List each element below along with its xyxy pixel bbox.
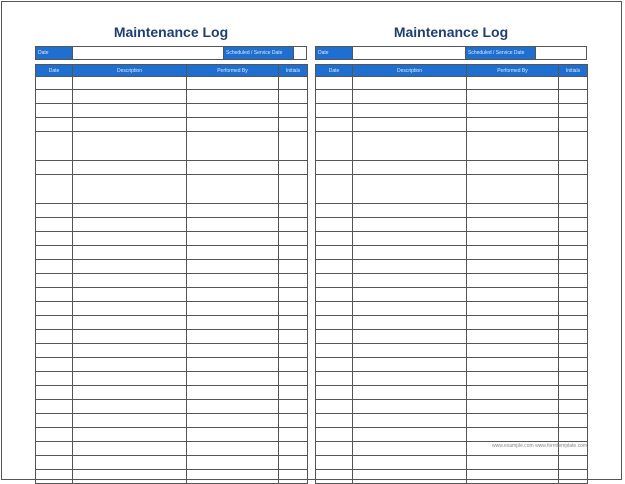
schedule-label: Scheduled / Service Date (223, 46, 294, 60)
table-row (36, 358, 308, 372)
table-row (316, 218, 588, 232)
cell-initials[interactable] (559, 344, 588, 358)
table-header (316, 65, 588, 77)
cell-description[interactable] (353, 414, 467, 428)
cell-date[interactable] (36, 414, 73, 428)
cell-performed-by[interactable] (187, 316, 279, 330)
cell-initials[interactable] (279, 470, 308, 484)
cell-date[interactable] (36, 302, 73, 316)
cell-initials[interactable] (559, 302, 588, 316)
cell-date[interactable] (316, 302, 353, 316)
table-row (36, 386, 308, 400)
cell-performed-by[interactable] (467, 302, 559, 316)
cell-date[interactable] (316, 442, 353, 456)
cell-initials[interactable] (279, 442, 308, 456)
cell-performed-by[interactable] (467, 90, 559, 104)
cell-performed-by[interactable] (187, 330, 279, 344)
cell-description[interactable] (353, 175, 467, 204)
cell-description[interactable] (73, 77, 187, 90)
cell-performed-by[interactable] (187, 104, 279, 118)
cell-date[interactable] (36, 204, 73, 218)
cell-initials[interactable] (559, 132, 588, 161)
cell-performed-by[interactable] (467, 316, 559, 330)
cell-performed-by[interactable] (467, 218, 559, 232)
cell-performed-by[interactable] (187, 302, 279, 316)
cell-initials[interactable] (559, 456, 588, 470)
table-row (316, 316, 588, 330)
cell-date[interactable] (36, 246, 73, 260)
cell-performed-by[interactable] (467, 358, 559, 372)
cell-initials[interactable] (559, 372, 588, 386)
cell-initials[interactable] (559, 175, 588, 204)
cell-performed-by[interactable] (187, 372, 279, 386)
cell-initials[interactable] (559, 288, 588, 302)
cell-description[interactable] (353, 246, 467, 260)
cell-date[interactable] (36, 400, 73, 414)
cell-date[interactable] (316, 246, 353, 260)
cell-description[interactable] (73, 175, 187, 204)
cell-description[interactable] (73, 260, 187, 274)
cell-description[interactable] (353, 260, 467, 274)
table-row (36, 246, 308, 260)
cell-description[interactable] (353, 330, 467, 344)
cell-initials[interactable] (279, 400, 308, 414)
cell-performed-by[interactable] (467, 414, 559, 428)
header-performed-by: Performed By (467, 65, 559, 77)
table-row (316, 204, 588, 218)
log-title: Maintenance Log (113, 24, 229, 40)
cell-description[interactable] (353, 218, 467, 232)
table-row (316, 344, 588, 358)
cell-date[interactable] (316, 90, 353, 104)
cell-date[interactable] (36, 344, 73, 358)
table-row (36, 274, 308, 288)
cell-initials[interactable] (279, 330, 308, 344)
cell-date[interactable] (316, 274, 353, 288)
cell-initials[interactable] (559, 77, 588, 90)
cell-date[interactable] (316, 456, 353, 470)
header-description: Description (353, 65, 467, 77)
table-row (316, 77, 588, 90)
table-row (316, 118, 588, 132)
cell-performed-by[interactable] (467, 77, 559, 90)
cell-initials[interactable] (559, 260, 588, 274)
cell-description[interactable] (73, 90, 187, 104)
cell-date[interactable] (316, 386, 353, 400)
cell-description[interactable] (73, 302, 187, 316)
cell-description[interactable] (73, 400, 187, 414)
cell-description[interactable] (353, 428, 467, 442)
cell-date[interactable] (316, 161, 353, 175)
cell-description[interactable] (73, 118, 187, 132)
date-label: Date (315, 46, 353, 60)
table-row (316, 260, 588, 274)
table-row (36, 428, 308, 442)
cell-description[interactable] (73, 316, 187, 330)
schedule-label: Scheduled / Service Date (465, 46, 536, 60)
table-row (316, 358, 588, 372)
cell-description[interactable] (353, 232, 467, 246)
cell-initials[interactable] (279, 232, 308, 246)
cell-description[interactable] (73, 218, 187, 232)
cell-performed-by[interactable] (467, 260, 559, 274)
cell-description[interactable] (73, 428, 187, 442)
log-title: Maintenance Log (393, 24, 509, 40)
cell-performed-by[interactable] (187, 260, 279, 274)
table-row (316, 175, 588, 204)
cell-initials[interactable] (559, 232, 588, 246)
cell-performed-by[interactable] (187, 442, 279, 456)
cell-date[interactable] (316, 358, 353, 372)
header-performed-by: Performed By (187, 65, 279, 77)
cell-date[interactable] (316, 232, 353, 246)
cell-date[interactable] (316, 372, 353, 386)
cell-performed-by[interactable] (467, 246, 559, 260)
cell-date[interactable] (316, 330, 353, 344)
schedule-field[interactable] (535, 46, 587, 60)
table-row (316, 470, 588, 484)
cell-date[interactable] (316, 470, 353, 484)
cell-initials[interactable] (279, 104, 308, 118)
cell-performed-by[interactable] (187, 386, 279, 400)
cell-initials[interactable] (559, 274, 588, 288)
cell-date[interactable] (316, 204, 353, 218)
table-row (36, 302, 308, 316)
cell-description[interactable] (353, 358, 467, 372)
date-label: Date (35, 46, 73, 60)
table-row (316, 288, 588, 302)
cell-initials[interactable] (559, 428, 588, 442)
cell-performed-by[interactable] (467, 288, 559, 302)
table-row (316, 400, 588, 414)
cell-description[interactable] (73, 204, 187, 218)
cell-initials[interactable] (279, 288, 308, 302)
cell-performed-by[interactable] (467, 330, 559, 344)
cell-description[interactable] (73, 161, 187, 175)
cell-description[interactable] (353, 470, 467, 484)
cell-initials[interactable] (559, 358, 588, 372)
table-row (36, 442, 308, 456)
cell-initials[interactable] (559, 161, 588, 175)
log-table (35, 64, 307, 484)
cell-description[interactable] (73, 132, 187, 161)
cell-description[interactable] (353, 288, 467, 302)
cell-initials[interactable] (279, 274, 308, 288)
cell-description[interactable] (73, 330, 187, 344)
table-row (316, 428, 588, 442)
cell-date[interactable] (36, 77, 73, 90)
cell-performed-by[interactable] (467, 456, 559, 470)
cell-performed-by[interactable] (187, 288, 279, 302)
cell-performed-by[interactable] (467, 372, 559, 386)
cell-description[interactable] (353, 386, 467, 400)
cell-initials[interactable] (279, 358, 308, 372)
cell-description[interactable] (353, 442, 467, 456)
cell-description[interactable] (353, 456, 467, 470)
cell-description[interactable] (73, 288, 187, 302)
cell-performed-by[interactable] (187, 274, 279, 288)
cell-date[interactable] (316, 316, 353, 330)
cell-initials[interactable] (279, 218, 308, 232)
table-row (36, 104, 308, 118)
cell-performed-by[interactable] (467, 428, 559, 442)
cell-date[interactable] (36, 288, 73, 302)
cell-description[interactable] (353, 132, 467, 161)
cell-date[interactable] (316, 428, 353, 442)
cell-performed-by[interactable] (187, 218, 279, 232)
cell-performed-by[interactable] (467, 470, 559, 484)
cell-initials[interactable] (279, 118, 308, 132)
cell-date[interactable] (36, 90, 73, 104)
log-table (315, 64, 587, 484)
cell-date[interactable] (36, 372, 73, 386)
cell-initials[interactable] (279, 77, 308, 90)
cell-description[interactable] (353, 400, 467, 414)
table-row (316, 302, 588, 316)
cell-date[interactable] (36, 118, 73, 132)
cell-date[interactable] (316, 104, 353, 118)
cell-initials[interactable] (559, 470, 588, 484)
cell-performed-by[interactable] (467, 161, 559, 175)
table-row (36, 77, 308, 90)
cell-date[interactable] (316, 414, 353, 428)
table-row (36, 330, 308, 344)
table-row (36, 470, 308, 484)
cell-date[interactable] (316, 132, 353, 161)
table-row (36, 118, 308, 132)
cell-date[interactable] (36, 428, 73, 442)
cell-initials[interactable] (559, 204, 588, 218)
cell-initials[interactable] (279, 302, 308, 316)
footer-credit: www.example.com www.formtemplate.com (492, 443, 588, 449)
cell-performed-by[interactable] (187, 344, 279, 358)
cell-initials[interactable] (559, 316, 588, 330)
cell-performed-by[interactable] (187, 204, 279, 218)
cell-description[interactable] (73, 372, 187, 386)
table-row (316, 386, 588, 400)
table-row (36, 260, 308, 274)
cell-description[interactable] (73, 414, 187, 428)
table-row (36, 372, 308, 386)
cell-date[interactable] (36, 132, 73, 161)
cell-date[interactable] (36, 330, 73, 344)
header-initials: Initials (279, 65, 308, 77)
table-row (36, 344, 308, 358)
cell-description[interactable] (353, 316, 467, 330)
cell-description[interactable] (353, 372, 467, 386)
table-row (36, 232, 308, 246)
cell-description[interactable] (73, 344, 187, 358)
cell-date[interactable] (36, 175, 73, 204)
cell-performed-by[interactable] (187, 414, 279, 428)
cell-date[interactable] (36, 316, 73, 330)
table-row (36, 161, 308, 175)
cell-description[interactable] (353, 302, 467, 316)
cell-initials[interactable] (559, 330, 588, 344)
table-row (316, 274, 588, 288)
header-description: Description (73, 65, 187, 77)
cell-description[interactable] (353, 204, 467, 218)
cell-performed-by[interactable] (467, 132, 559, 161)
cell-performed-by[interactable] (467, 175, 559, 204)
cell-description[interactable] (353, 274, 467, 288)
cell-performed-by[interactable] (187, 161, 279, 175)
date-field[interactable] (72, 46, 224, 60)
table-row (316, 414, 588, 428)
cell-date[interactable] (36, 358, 73, 372)
table-row (36, 414, 308, 428)
cell-initials[interactable] (559, 118, 588, 132)
cell-performed-by[interactable] (187, 246, 279, 260)
cell-initials[interactable] (559, 400, 588, 414)
cell-date[interactable] (316, 288, 353, 302)
cell-performed-by[interactable] (467, 344, 559, 358)
cell-description[interactable] (73, 232, 187, 246)
cell-performed-by[interactable] (467, 118, 559, 132)
cell-initials[interactable] (279, 386, 308, 400)
cell-date[interactable] (316, 400, 353, 414)
cell-initials[interactable] (559, 90, 588, 104)
cell-date[interactable] (36, 232, 73, 246)
cell-description[interactable] (353, 77, 467, 90)
header-date: Date (36, 65, 73, 77)
cell-performed-by[interactable] (187, 132, 279, 161)
cell-date[interactable] (36, 442, 73, 456)
cell-performed-by[interactable] (467, 204, 559, 218)
cell-performed-by[interactable] (187, 428, 279, 442)
cell-initials[interactable] (279, 132, 308, 161)
table-row (316, 246, 588, 260)
cell-initials[interactable] (279, 316, 308, 330)
cell-initials[interactable] (279, 372, 308, 386)
cell-date[interactable] (316, 260, 353, 274)
cell-performed-by[interactable] (187, 400, 279, 414)
cell-initials[interactable] (559, 246, 588, 260)
cell-initials[interactable] (279, 204, 308, 218)
cell-date[interactable] (36, 274, 73, 288)
cell-initials[interactable] (279, 90, 308, 104)
cell-description[interactable] (353, 90, 467, 104)
table-row (316, 330, 588, 344)
cell-description[interactable] (73, 442, 187, 456)
cell-initials[interactable] (279, 456, 308, 470)
table-row (36, 204, 308, 218)
table-row (316, 161, 588, 175)
cell-description[interactable] (353, 118, 467, 132)
cell-description[interactable] (73, 456, 187, 470)
table-row (316, 372, 588, 386)
cell-description[interactable] (73, 358, 187, 372)
cell-description[interactable] (73, 246, 187, 260)
info-row (35, 46, 307, 60)
cell-performed-by[interactable] (187, 90, 279, 104)
table-row (316, 232, 588, 246)
cell-initials[interactable] (559, 218, 588, 232)
cell-description[interactable] (73, 386, 187, 400)
table-row (36, 218, 308, 232)
cell-initials[interactable] (559, 386, 588, 400)
cell-date[interactable] (316, 344, 353, 358)
cell-initials[interactable] (279, 161, 308, 175)
table-row (36, 456, 308, 470)
table-row (36, 316, 308, 330)
cell-date[interactable] (36, 104, 73, 118)
cell-performed-by[interactable] (467, 232, 559, 246)
cell-performed-by[interactable] (187, 232, 279, 246)
header-initials: Initials (559, 65, 588, 77)
table-header (36, 65, 308, 77)
cell-initials[interactable] (279, 246, 308, 260)
cell-date[interactable] (36, 456, 73, 470)
header-date: Date (316, 65, 353, 77)
cell-initials[interactable] (559, 104, 588, 118)
table-row (36, 400, 308, 414)
cell-description[interactable] (73, 274, 187, 288)
table-row (316, 456, 588, 470)
cell-date[interactable] (316, 175, 353, 204)
table-row (36, 132, 308, 161)
cell-performed-by[interactable] (467, 104, 559, 118)
cell-date[interactable] (36, 386, 73, 400)
cell-initials[interactable] (279, 175, 308, 204)
cell-date[interactable] (36, 470, 73, 484)
cell-performed-by[interactable] (467, 386, 559, 400)
cell-performed-by[interactable] (187, 118, 279, 132)
cell-description[interactable] (353, 104, 467, 118)
cell-performed-by[interactable] (467, 400, 559, 414)
info-row (315, 46, 587, 60)
cell-performed-by[interactable] (467, 274, 559, 288)
schedule-field[interactable] (293, 46, 307, 60)
cell-date[interactable] (316, 118, 353, 132)
cell-initials[interactable] (279, 260, 308, 274)
cell-date[interactable] (316, 218, 353, 232)
cell-description[interactable] (73, 470, 187, 484)
cell-initials[interactable] (279, 414, 308, 428)
cell-date[interactable] (316, 77, 353, 90)
cell-date[interactable] (36, 161, 73, 175)
cell-date[interactable] (36, 260, 73, 274)
cell-description[interactable] (353, 344, 467, 358)
table-row (316, 104, 588, 118)
table-row (36, 288, 308, 302)
table-row (36, 90, 308, 104)
cell-description[interactable] (353, 161, 467, 175)
cell-performed-by[interactable] (187, 77, 279, 90)
cell-initials[interactable] (279, 344, 308, 358)
cell-initials[interactable] (279, 428, 308, 442)
cell-performed-by[interactable] (187, 470, 279, 484)
table-row (316, 132, 588, 161)
table-row (316, 90, 588, 104)
cell-performed-by[interactable] (187, 358, 279, 372)
cell-initials[interactable] (559, 414, 588, 428)
cell-performed-by[interactable] (187, 175, 279, 204)
table-row (36, 175, 308, 204)
cell-description[interactable] (73, 104, 187, 118)
cell-date[interactable] (36, 218, 73, 232)
cell-performed-by[interactable] (187, 456, 279, 470)
